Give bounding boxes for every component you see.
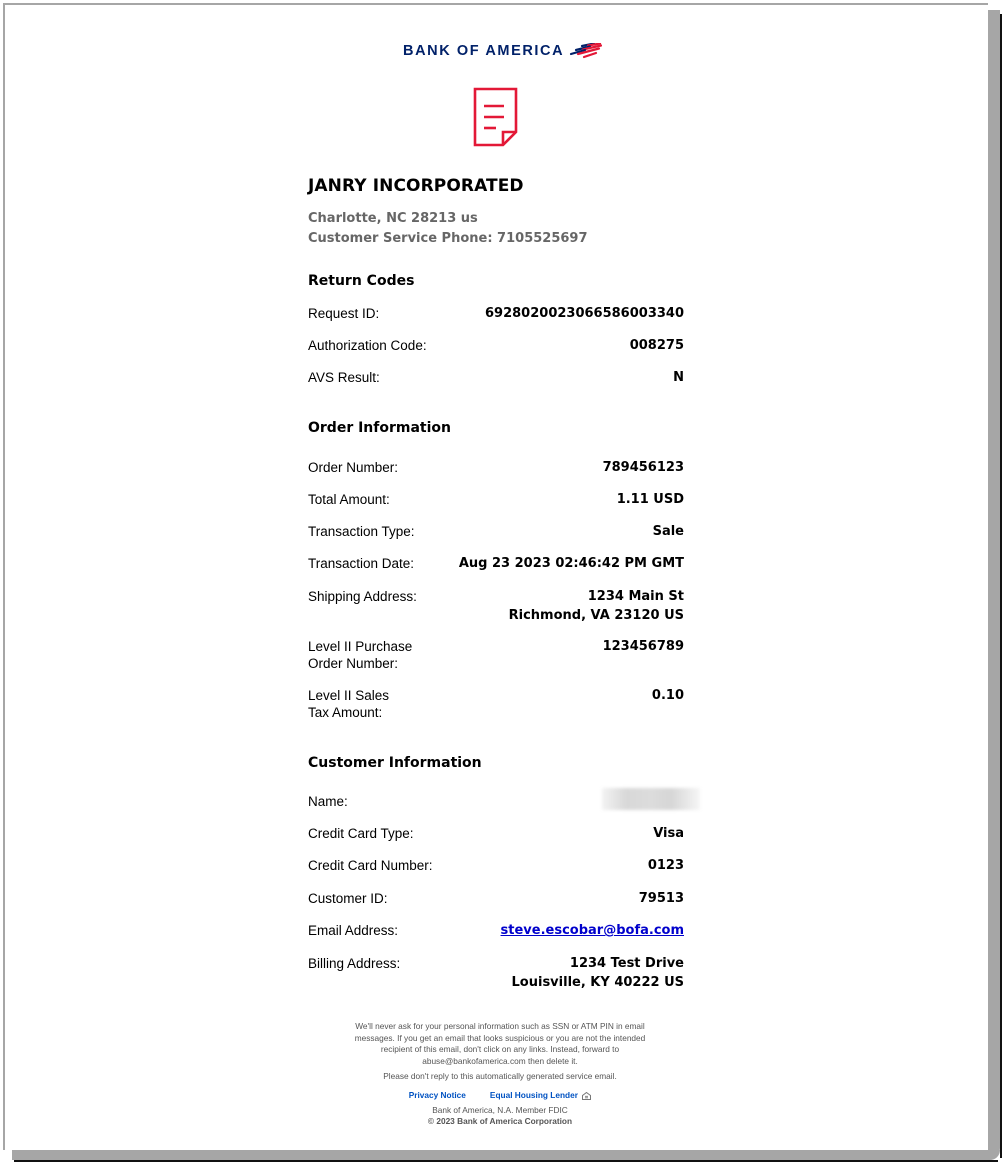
row-value: Aug 23 2023 02:46:42 PM GMT	[458, 556, 684, 571]
row-value: Visa	[653, 826, 684, 841]
row-avs-result	[308, 369, 684, 386]
row-value: Sale	[652, 524, 684, 539]
row-value: 0123	[647, 858, 684, 873]
row-value: 1.11 USD	[616, 492, 684, 507]
row-value: 008275	[629, 338, 684, 353]
footer-no-reply	[340, 1071, 660, 1083]
row-value: 789456123	[602, 460, 684, 475]
billing-address-line1: 1234 Test Drive	[569, 956, 684, 971]
row-label: Transaction Date:	[308, 556, 415, 571]
row-label	[308, 638, 448, 672]
row-shipping-address	[308, 587, 684, 625]
section-title-customer-information: Customer Information	[308, 755, 482, 771]
row-credit-card-type	[308, 825, 684, 842]
page-shadow-right	[988, 10, 1000, 1158]
page-shadow-bottom	[12, 1150, 1000, 1160]
no-reply-text: Please don't reply to this automatically generated service email.	[383, 1071, 617, 1081]
row-order-number	[308, 459, 684, 476]
label-line1: Level II Purchase	[308, 639, 413, 654]
row-authorization-code	[308, 337, 684, 354]
equal-housing-lender[interactable]	[490, 1090, 591, 1100]
row-value: N	[673, 370, 684, 385]
row-value	[509, 587, 684, 625]
merchant-name: JANRY INCORPORATED	[308, 176, 524, 196]
row-label: Request ID:	[308, 306, 380, 321]
bank-of-america-flag-icon	[568, 43, 602, 59]
section-title-return-codes: Return Codes	[308, 273, 415, 289]
receipt-document-icon	[472, 86, 520, 148]
footer-disclaimer	[340, 1021, 660, 1067]
row-transaction-date	[308, 555, 684, 572]
member-fdic-text: Bank of America, N.A. Member FDIC	[432, 1105, 568, 1115]
row-value: 79513	[638, 891, 684, 906]
row-transaction-type	[308, 523, 684, 540]
label-line1: Level II Sales	[308, 688, 390, 703]
equal-housing-lender-link[interactable]: Equal Housing Lender	[489, 1090, 578, 1100]
footer-member	[340, 1105, 660, 1117]
row-label	[308, 687, 448, 721]
row-billing-address	[308, 954, 684, 992]
row-label: Order Number:	[308, 460, 399, 475]
row-value	[501, 922, 684, 939]
row-label: Name:	[308, 794, 348, 809]
copyright-text: © 2023 Bank of America Corporation	[427, 1116, 573, 1126]
billing-address-line2: Louisville, KY 40222 US	[511, 975, 684, 990]
row-email-address	[308, 922, 684, 939]
row-value	[512, 954, 684, 992]
row-level2-purchase-order	[308, 638, 684, 672]
bank-logo	[403, 40, 602, 62]
row-label: Billing Address:	[308, 956, 401, 971]
row-label: Authorization Code:	[308, 338, 427, 353]
row-label: AVS Result:	[308, 370, 380, 385]
privacy-notice-link[interactable]: Privacy Notice	[408, 1090, 466, 1100]
row-credit-card-number	[308, 857, 684, 874]
label-line2: Tax Amount:	[308, 705, 383, 720]
footer-links	[340, 1090, 660, 1100]
row-label: Credit Card Number:	[308, 858, 433, 873]
row-label: Shipping Address:	[308, 589, 417, 604]
shipping-address-line1: 1234 Main St	[587, 589, 684, 604]
bank-name: BANK OF AMERICA	[403, 43, 565, 59]
redacted-name-blur	[602, 788, 700, 810]
merchant-address: Charlotte, NC 28213 us	[308, 211, 478, 226]
row-request-id	[308, 305, 684, 322]
section-title-order-information: Order Information	[308, 420, 452, 436]
shipping-address-line2: Richmond, VA 23120 US	[508, 608, 684, 623]
row-total-amount	[308, 491, 684, 508]
row-label: Email Address:	[308, 923, 399, 938]
equal-housing-icon	[582, 1092, 591, 1100]
email-link[interactable]: steve.escobar@bofa.com	[500, 923, 684, 938]
disclaimer-text: We'll never ask for your personal information such as SSN or ATM PIN in email messages. If you get an email that looks suspicious or you are not the intended recipient of this email, don't click on any links. Instead, forward to abuse@bankofamerica.com then delete it.	[354, 1021, 646, 1066]
page-shadow-bottom-edge	[14, 1160, 998, 1162]
row-value: 123456789	[602, 639, 684, 654]
label-line2: Order Number:	[308, 656, 399, 671]
row-label: Customer ID:	[308, 891, 388, 906]
footer-copyright	[340, 1116, 660, 1128]
row-value: 6928020023066586003340	[485, 306, 684, 321]
row-label: Credit Card Type:	[308, 826, 414, 841]
page-shadow-right-edge	[1000, 14, 1002, 1158]
row-value: 0.10	[651, 688, 684, 703]
row-customer-id	[308, 890, 684, 907]
merchant-phone: Customer Service Phone: 7105525697	[308, 231, 588, 246]
row-label: Transaction Type:	[308, 524, 415, 539]
row-label: Total Amount:	[308, 492, 390, 507]
row-level2-sales-tax	[308, 687, 684, 721]
